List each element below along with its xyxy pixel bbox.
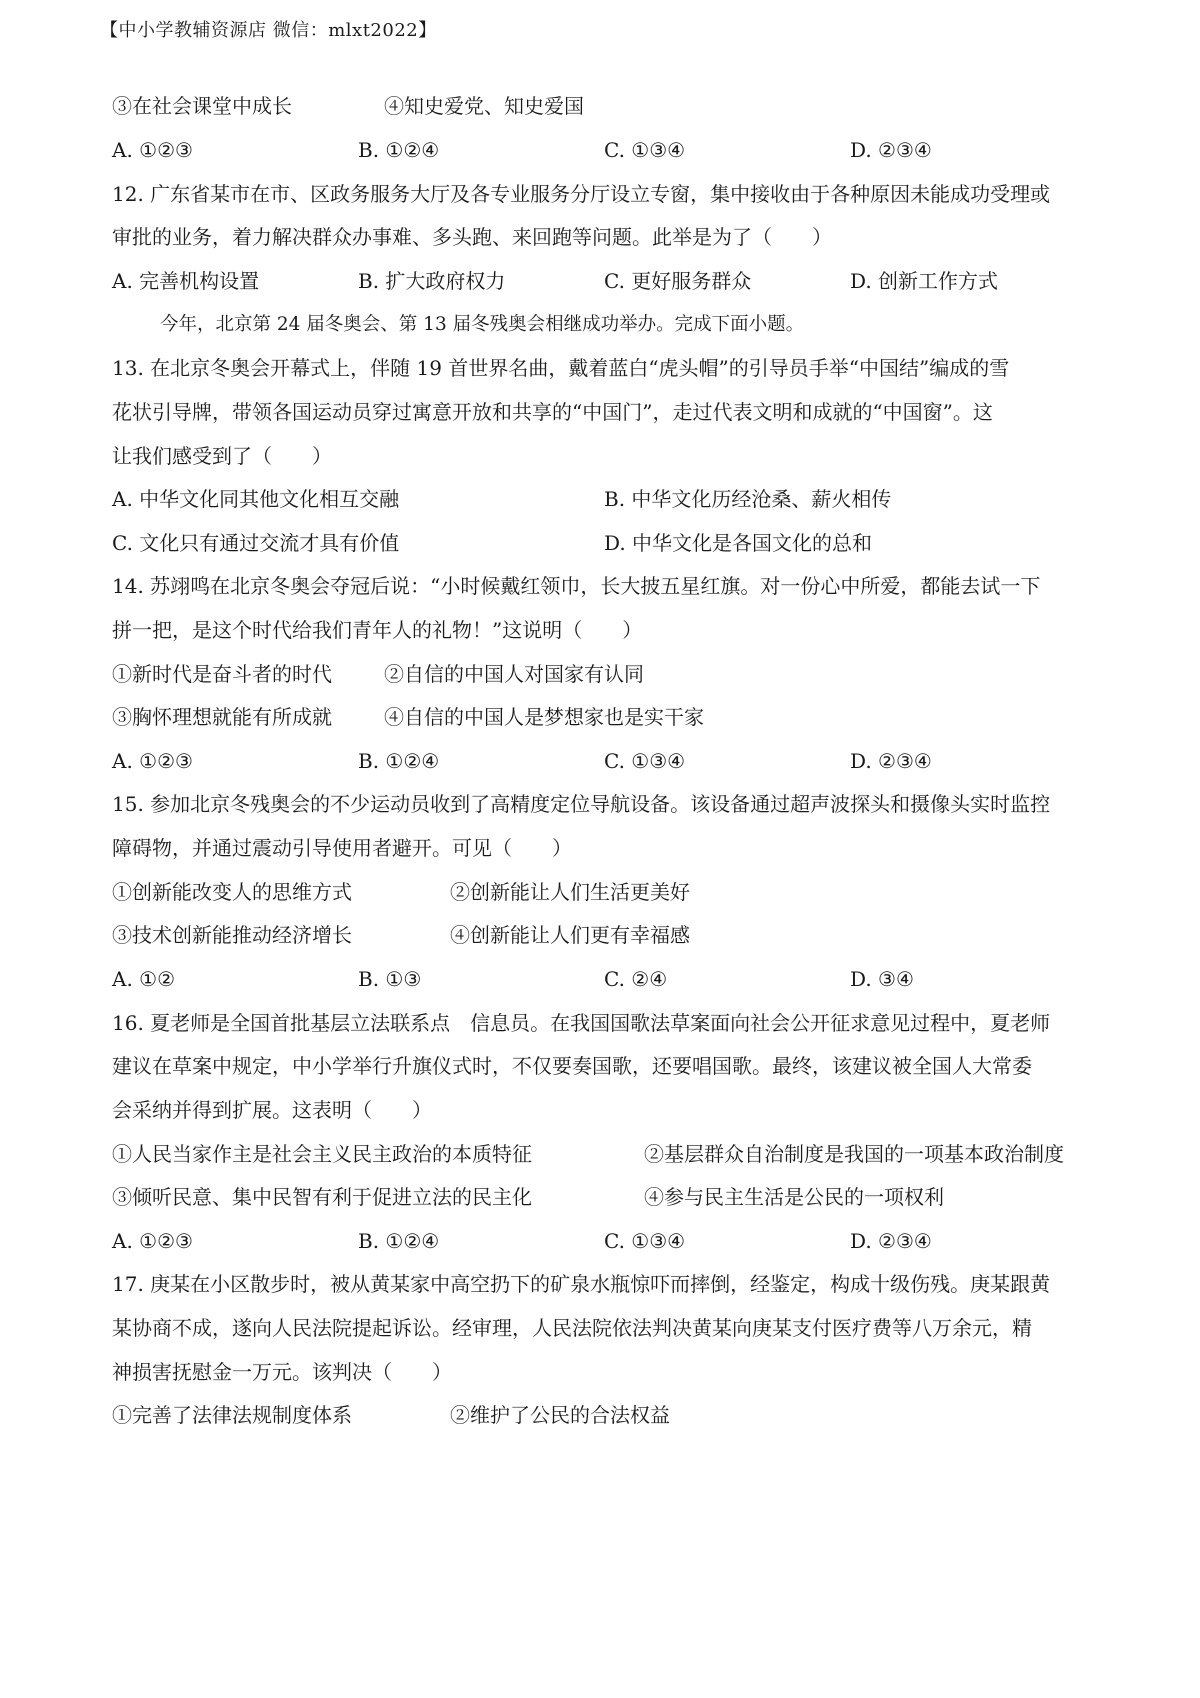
q16-choice-d: D. ②③④ <box>850 1229 932 1253</box>
q17-stem-line-2: 某协商不成，遂向人民法院提起诉讼。经审理，人民法院依法判决黄某向庚某支付医疗费等八万余元，精 <box>112 1316 1032 1340</box>
q15-options-row-2 <box>112 922 1112 948</box>
q15-options-row-1 <box>112 879 1112 905</box>
q11-choice-a: A. ①②③ <box>112 138 193 162</box>
q14-choices <box>112 748 1112 774</box>
q15-choice-a: A. ①② <box>112 967 176 991</box>
q13-choice-a: A. 中华文化同其他文化相互交融 <box>112 487 400 511</box>
q16-stem-line-3: 会采纳并得到扩展。这表明（ ） <box>112 1098 432 1122</box>
q15-choice-c: C. ②④ <box>604 967 668 991</box>
q14-stem-line-2: 拼一把，是这个时代给我们青年人的礼物！”这说明（ ） <box>112 618 643 642</box>
q14-options-row-2 <box>112 704 1112 730</box>
q14-option-4: ④自信的中国人是梦想家也是实干家 <box>384 705 704 729</box>
q11-choice-d: D. ②③④ <box>850 138 932 162</box>
q11-choice-b: B. ①②④ <box>358 138 440 162</box>
q13-stem-line-2: 花状引导牌，带领各国运动员穿过寓意开放和共享的“中国门”，走过代表文明和成就的“中国窗”。这 <box>112 400 993 424</box>
q17-options-row-1 <box>112 1402 1112 1428</box>
q15-stem-line-2: 障碍物，并通过震动引导使用者避开。可见（ ） <box>112 836 572 860</box>
q12-choice-a: A. 完善机构设置 <box>112 269 260 293</box>
q12-choice-b: B. 扩大政府权力 <box>358 269 506 293</box>
q16-option-3: ③倾听民意、集中民智有利于促进立法的民主化 <box>112 1185 532 1209</box>
q12-choice-d: D. 创新工作方式 <box>850 269 999 293</box>
q13-choices-row-2 <box>112 530 1112 556</box>
q16-stem-line-2: 建议在草案中规定，中小学举行升旗仪式时，不仅要奏国歌，还要唱国歌。最终，该建议被全国人大常委 <box>112 1054 1032 1078</box>
q16-choice-a: A. ①②③ <box>112 1229 193 1253</box>
q17-option-2: ②维护了公民的合法权益 <box>450 1403 670 1427</box>
q17-stem-line-1: 17. 庚某在小区散步时，被从黄某家中高空扔下的矿泉水瓶惊吓而摔倒，经鉴定，构成十级伤残。庚某跟黄 <box>112 1272 1051 1296</box>
q14-option-1: ①新时代是奋斗者的时代 <box>112 662 332 686</box>
q15-choices <box>112 966 1112 992</box>
q14-option-2: ②自信的中国人对国家有认同 <box>384 662 644 686</box>
section-intro: 今年，北京第 24 届冬奥会、第 13 届冬残奥会相继成功举办。完成下面小题。 <box>160 314 805 335</box>
q13-choice-b: B. 中华文化历经沧桑、薪火相传 <box>604 487 892 511</box>
q13-stem-line-1: 13. 在北京冬奥会开幕式上，伴随 19 首世界名曲，戴着蓝白“虎头帽”的引导员手举“中国结”编成的雪 <box>112 356 1010 380</box>
q17-option-1: ①完善了法律法规制度体系 <box>112 1403 352 1427</box>
q14-options-row-1 <box>112 661 1112 687</box>
q11-choices <box>112 137 1112 163</box>
q12-choice-c: C. 更好服务群众 <box>604 269 752 293</box>
q12-stem-line-1: 12. 广东省某市在市、区政务服务大厅及各专业服务分厅设立专窗，集中接收由于各种原因未能成功受理或 <box>112 182 1051 206</box>
q16-options-row-2 <box>112 1184 1112 1210</box>
q12-choices <box>112 268 1112 294</box>
q15-option-1: ①创新能改变人的思维方式 <box>112 880 352 904</box>
q14-option-3: ③胸怀理想就能有所成就 <box>112 705 332 729</box>
q17-stem-line-3: 神损害抚慰金一万元。该判决（ ） <box>112 1360 452 1384</box>
q12-stem-line-2: 审批的业务，着力解决群众办事难、多头跑、来回跑等问题。此举是为了（ ） <box>112 225 832 249</box>
q11-choice-c: C. ①③④ <box>604 138 686 162</box>
q14-stem-line-1: 14. 苏翊鸣在北京冬奥会夺冠后说：“小时候戴红领巾，长大披五星红旗。对一份心中所爱，都能去试一下 <box>112 574 1041 598</box>
q13-choices-row-1 <box>112 486 1112 512</box>
q15-choice-b: B. ①③ <box>358 967 422 991</box>
q11-option-4: ④知史爱党、知史爱国 <box>384 94 584 118</box>
q14-choice-a: A. ①②③ <box>112 749 193 773</box>
q15-option-4: ④创新能让人们更有幸福感 <box>450 923 690 947</box>
q16-options-row-1 <box>112 1141 1112 1167</box>
q11-option-3: ③在社会课堂中成长 <box>112 94 292 118</box>
q15-option-2: ②创新能让人们生活更美好 <box>450 880 690 904</box>
q15-choice-d: D. ③④ <box>850 967 914 991</box>
page-header: 【中小学教辅资源店 微信：mlxt2022】 <box>100 20 437 41</box>
q16-option-2: ②基层群众自治制度是我国的一项基本政治制度 <box>644 1142 1064 1166</box>
q16-option-4: ④参与民主生活是公民的一项权利 <box>644 1185 944 1209</box>
q15-stem-line-1: 15. 参加北京冬残奥会的不少运动员收到了高精度定位导航设备。该设备通过超声波探头和摄像头实时监控 <box>112 792 1051 816</box>
q16-choices <box>112 1228 1112 1254</box>
q13-choice-c: C. 文化只有通过交流才具有价值 <box>112 531 400 555</box>
q14-choice-b: B. ①②④ <box>358 749 440 773</box>
q13-choice-d: D. 中华文化是各国文化的总和 <box>604 531 873 555</box>
q15-option-3: ③技术创新能推动经济增长 <box>112 923 352 947</box>
q11-options-row <box>112 93 1112 119</box>
q16-stem-line-1: 16. 夏老师是全国首批基层立法联系点 信息员。在我国国歌法草案面向社会公开征求意见过程中，夏老师 <box>112 1011 1051 1035</box>
q14-choice-c: C. ①③④ <box>604 749 686 773</box>
q16-choice-b: B. ①②④ <box>358 1229 440 1253</box>
q16-option-1: ①人民当家作主是社会主义民主政治的本质特征 <box>112 1142 532 1166</box>
q14-choice-d: D. ②③④ <box>850 749 932 773</box>
q16-choice-c: C. ①③④ <box>604 1229 686 1253</box>
q13-stem-line-3: 让我们感受到了（ ） <box>112 444 332 468</box>
